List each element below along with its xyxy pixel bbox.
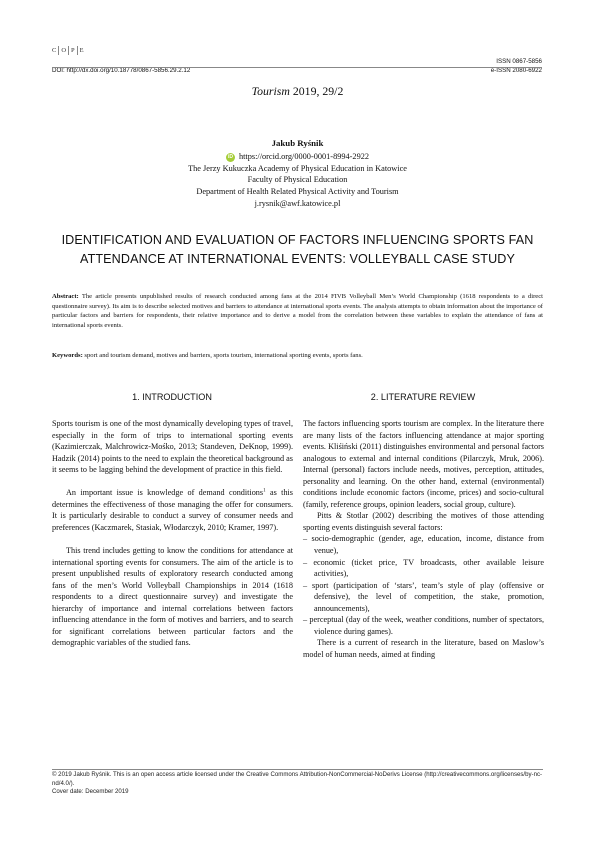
- left-column: [52, 418, 293, 649]
- paragraph: [52, 487, 293, 533]
- abstract-label: Abstract:: [52, 293, 79, 300]
- author-name: Jakub Ryśnik: [271, 138, 324, 148]
- paragraph-text: An important issue is knowledge of demand conditions: [66, 488, 264, 498]
- paragraph: This trend includes getting to know the conditions for attendance at international sporting events for consumers. The aim of the article is to present unpublished results of exploratory research conducted among fans of the men’s World Volleyball Championships in 2014 (1618 respondents to a direct questionnaire survey) and investigate the hierarchy of importance and internal correlations between factors influencing attendance in the form of motives and barriers, and to search for significant correlations between particular factors and the demographic variables of the studied fans.: [52, 546, 293, 648]
- footnote-ref[interactable]: 1: [263, 488, 266, 494]
- orcid-link[interactable]: https://orcid.org/0000-0001-8994-2922: [238, 152, 370, 162]
- cover-date: Cover date: December 2019: [52, 788, 129, 796]
- journal-name: Tourism: [251, 84, 290, 98]
- doi[interactable]: DOI: http://dx.doi.org/10.18778/0867-5856.29.2.12: [52, 67, 191, 74]
- list-item: – economic (ticket price, TV broadcasts, other available leisure activities),: [303, 557, 544, 579]
- list-item: – socio-demographic (gender, age, education, income, distance from venue),: [303, 534, 544, 556]
- logo-letter: P: [68, 46, 77, 55]
- affiliation-faculty: Faculty of Physical Education: [247, 175, 348, 185]
- article-title: [52, 231, 543, 269]
- cope-logo: [52, 44, 90, 56]
- list-item: – perceptual (day of the week, weather conditions, number of spectators, violence during games).: [303, 615, 544, 636]
- paragraph: The factors influencing sports tourism are complex. In the literature there are many lists of the factors influencing attendance at major sporting events. Kliśiński (2011) distinguishes environmental and personal factors analogous to external and internal conditions (Pilarczyk, Mruk, 2006). Internal (personal) factors include needs, motives, perception, attitudes, personality and learning. On the other hand, external (environmental) conditions include economic factors (income, prices) and socio-cultural (family, reference groups, opinion leaders, social group, culture).: [303, 419, 544, 509]
- journal-line: [0, 84, 595, 99]
- keywords-text: sport and tourism demand, motives and barriers, sports tourism, international sporting events, sports fans.: [82, 352, 363, 359]
- keywords: [52, 351, 543, 361]
- journal-issue: 2019, 29/2: [289, 84, 344, 98]
- paragraph-text: as this determines the effectiveness of those managing the offer for consumers. It is particularly desirable to conduct a survey of consumer needs and preferences (Kaczmarek, Stasiak, Włodarczyk, 2010; Kramer, 1997).: [52, 488, 293, 532]
- orcid-line: [226, 151, 369, 163]
- license-text[interactable]: © 2019 Jakub Ryśnik. This is an open access article licensed under the Creative Commons Attribution-NonCommercial-NoDerivs License (http://creativecommons.org/licenses/by-nc-nd/4.0/).: [52, 771, 543, 787]
- eissn: e-ISSN 2080-6922: [490, 66, 542, 74]
- footer-divider: [52, 769, 543, 770]
- logo-letter: O: [58, 46, 68, 55]
- issn: ISSN 0867-5856: [496, 58, 542, 65]
- keywords-label: Keywords:: [52, 352, 83, 359]
- right-column: [303, 418, 544, 660]
- list-item: – sport (participation of ‘stars’, team’s style of play (offensive or defensive), the level of competition, the stake, promotion, announcements),: [303, 580, 544, 613]
- affiliation-university: The Jerzy Kukuczka Academy of Physical Education in Katowice: [188, 163, 407, 173]
- author-email[interactable]: j.rysnik@awf.katowice.pl: [254, 198, 341, 208]
- logo-letter: C: [52, 46, 57, 54]
- paragraph: Pitts & Stotlar (2002) describing the motives of those attending sporting events distinguish several factors:: [303, 511, 544, 532]
- logo-letter: E: [77, 46, 86, 55]
- orcid-icon[interactable]: iD: [227, 153, 233, 160]
- footer: [52, 771, 543, 797]
- title-line: ATTENDANCE AT INTERNATIONAL EVENTS: VOLLEYBALL CASE STUDY: [80, 252, 515, 266]
- title-line: IDENTIFICATION AND EVALUATION OF FACTORS INFLUENCING SPORTS FAN: [61, 233, 534, 247]
- abstract-text: The article presents unpublished results of research conducted among fans at the 2014 FIVB Volleyball Men’s World Championship (1618 respondents to a direct questionnaire survey). Its aim is to describe selected motives and barriers to attendance at international sports events. The analysis attempts to obtain information about the importance of particular factors and barriers for respondents, their relative importance and to derive a model from the correlation between these variables to explain the attendance of fans at international sports events.: [52, 293, 543, 329]
- section-heading-literature-review: 2. LITERATURE REVIEW: [370, 392, 476, 402]
- paragraph: Sports tourism is one of the most dynamically developing types of travel, especially in the form of trips to international sporting events (Kazimierczak, Malchrowicz-Mośko, 2013; Standeven, DeKnop, 1999). Hadzik (2014) points to the need to explain the theoretical background as it seems to be lagging behind the development of practice in this field.: [52, 419, 293, 475]
- paragraph: There is a current of research in the literature, based on Maslow’s model of human needs, aimed at finding: [303, 638, 544, 659]
- affiliation-department: Department of Health Related Physical Activity and Tourism: [196, 187, 399, 197]
- section-heading-introduction: 1. INTRODUCTION: [132, 392, 212, 402]
- author-block: [0, 138, 595, 209]
- header-divider: [52, 67, 542, 68]
- abstract: [52, 292, 543, 330]
